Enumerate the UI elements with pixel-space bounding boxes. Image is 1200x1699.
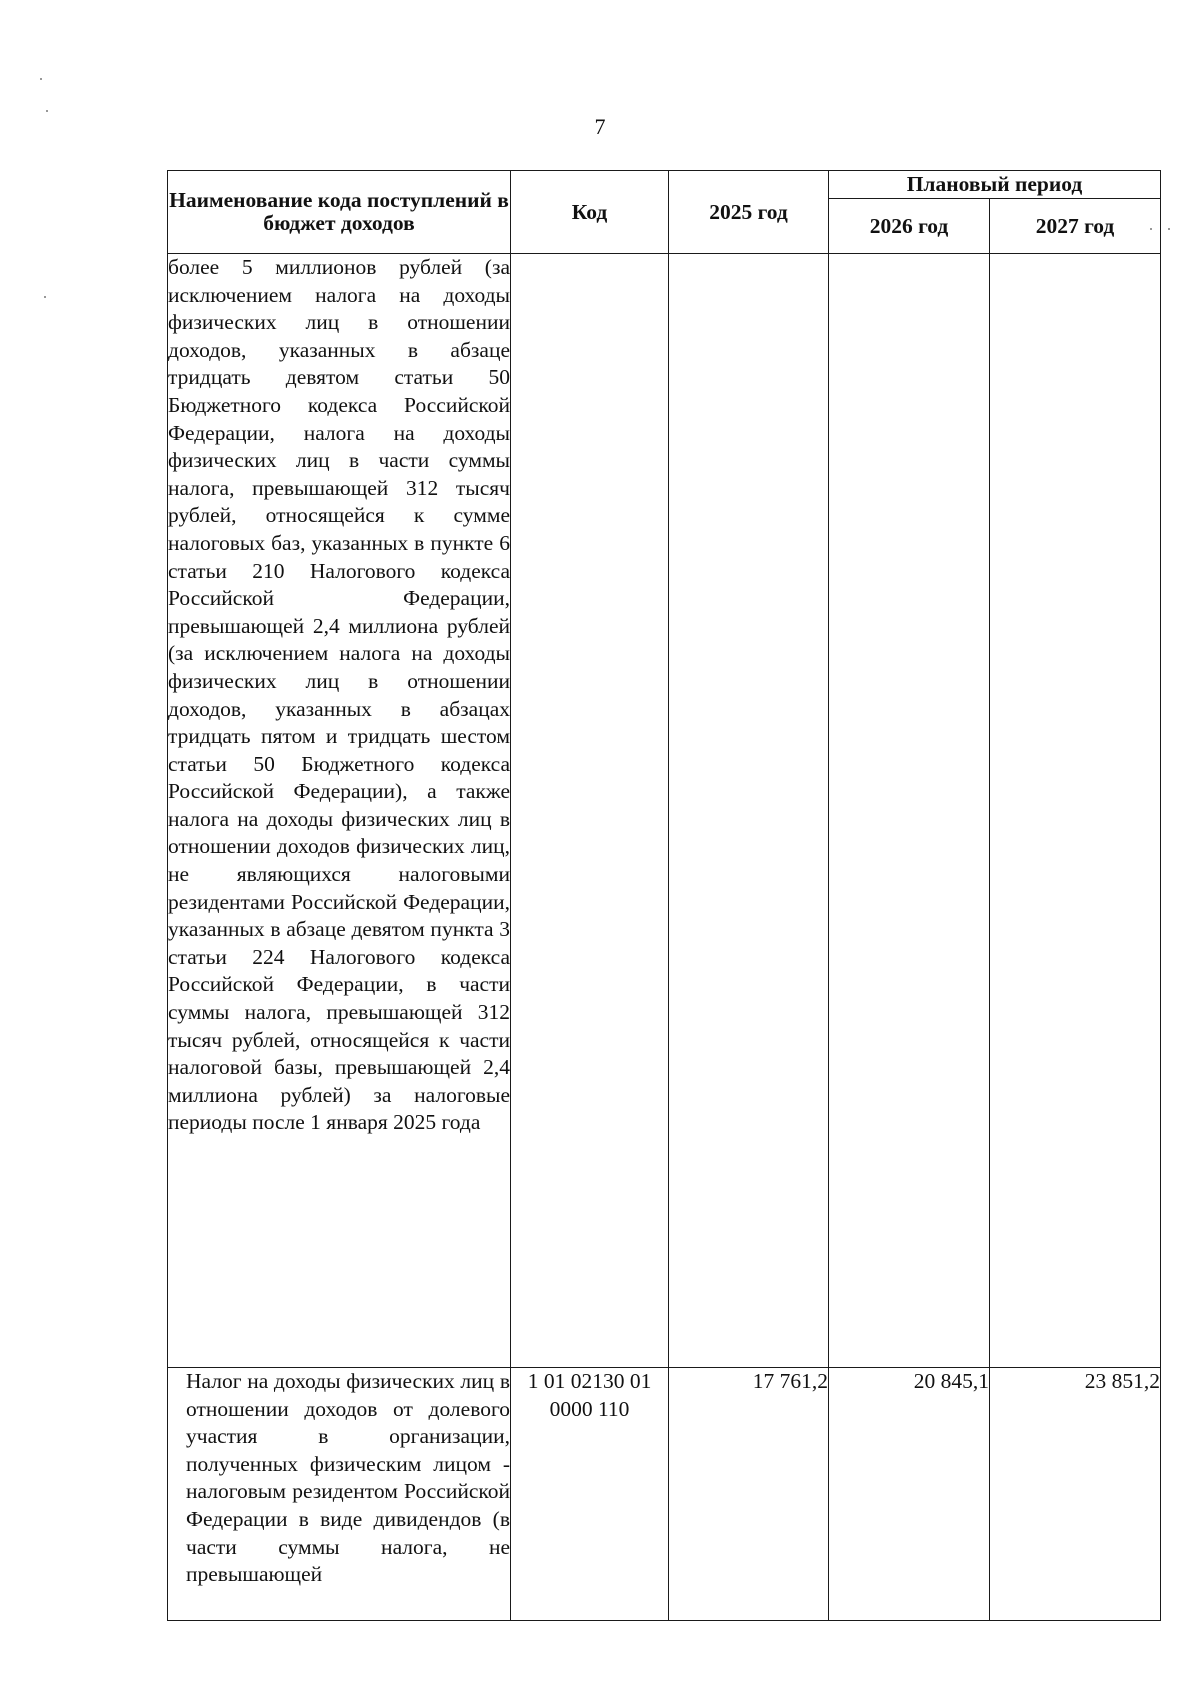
header-name: Наименование кода поступлений в бюджет доходов bbox=[168, 171, 511, 254]
revenue-code-cell bbox=[511, 254, 669, 1368]
revenue-code-cell: 1 01 02130 01 0000 110 bbox=[511, 1368, 669, 1621]
header-code: Код bbox=[511, 171, 669, 254]
scan-mark bbox=[44, 296, 46, 298]
table-row bbox=[168, 1368, 1161, 1621]
amount-2026-cell bbox=[829, 254, 990, 1368]
revenue-name-cell: более 5 миллионов рублей (за исключением налога на доходы физических лиц в отношении доходов, указанных в абзаце тридцать девятом статьи 50 Бюджетного кодекса Российской Федерации, налога на доходы физических лиц в части суммы налога, превышающей 312 тысяч рублей, относящейся к сумме налоговых баз, указанных в пункте 6 статьи 210 Налогового кодекса Российской Федерации, превышающей 2,4 миллиона рублей (за исключением налога на доходы физических лиц в отношении доходов, указанных в абзацах тридцать пятом и тридцать шестом статьи 50 Бюджетного кодекса Российской Федерации), а также налога на доходы физических лиц в отношении доходов физических лиц, не являющихся налоговыми резидентами Российской Федерации, указанных в абзаце девятом пункта 3 статьи 224 Налогового кодекса Российской Федерации, в части суммы налога, превышающей 312 тысяч рублей, относящейся к части налоговой базы, превышающей 2,4 миллиона рублей) за налоговые периоды после 1 января 2025 года bbox=[168, 254, 511, 1368]
header-year-2025: 2025 год bbox=[669, 171, 829, 254]
table-row bbox=[168, 254, 1161, 1368]
amount-2025-cell bbox=[669, 254, 829, 1368]
header-year-2026: 2026 год bbox=[829, 199, 990, 254]
amount-2025-cell: 17 761,2 bbox=[669, 1368, 829, 1621]
amount-2027-cell bbox=[990, 254, 1161, 1368]
scan-mark bbox=[46, 110, 48, 112]
page-number: 7 bbox=[594, 114, 606, 139]
budget-revenue-table bbox=[167, 170, 1161, 1621]
header-planning-period: Плановый период bbox=[829, 171, 1161, 199]
scan-mark bbox=[40, 78, 42, 80]
amount-2026-cell: 20 845,1 bbox=[829, 1368, 990, 1621]
amount-2027-cell: 23 851,2 bbox=[990, 1368, 1161, 1621]
header-year-2027: 2027 год bbox=[990, 199, 1161, 254]
revenue-name-cell: Налог на доходы физических лиц в отношении доходов от долевого участия в организации, полученных физическим лицом - налоговым резидентом Российской Федерации в виде дивидендов (в части суммы налога, не превышающей bbox=[168, 1368, 511, 1621]
scan-mark bbox=[1168, 228, 1170, 230]
